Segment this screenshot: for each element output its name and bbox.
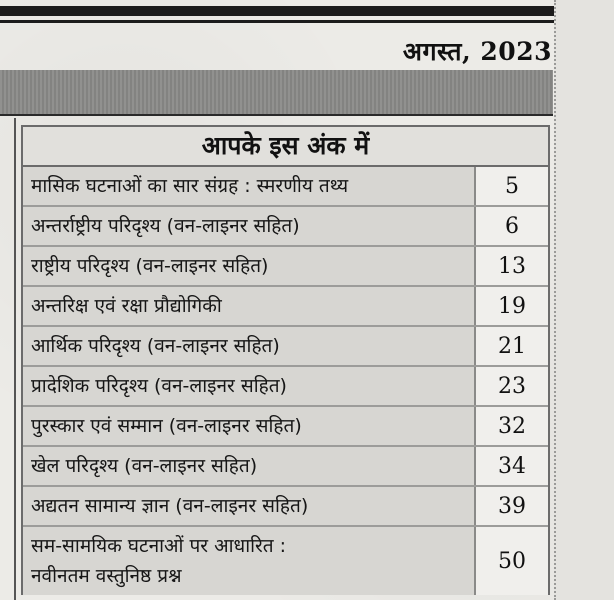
toc-entry-title: सम-सामयिक घटनाओं पर आधारित : नवीनतम वस्तुनिष्ठ प्रश्न	[23, 527, 474, 595]
toc-entry-title: राष्ट्रीय परिदृश्य (वन-लाइनर सहित)	[23, 247, 474, 285]
toc-entry-title: अन्तर्राष्ट्रीय परिदृश्य (वन-लाइनर सहित)	[23, 207, 474, 245]
toc-row[interactable]	[23, 327, 548, 367]
issue-date: अगस्त, 2023	[402, 37, 552, 66]
toc-entry-page: 19	[474, 287, 548, 325]
toc-entry-page: 13	[474, 247, 548, 285]
toc-entry-page: 39	[474, 487, 548, 525]
toc-entry-title: खेल परिदृश्य (वन-लाइनर सहित)	[23, 447, 474, 485]
toc-entry-page: 34	[474, 447, 548, 485]
toc-entry-page: 50	[474, 527, 548, 595]
right-page-edge	[554, 0, 614, 600]
toc-row[interactable]	[23, 527, 548, 595]
toc-heading: आपके इस अंक में	[23, 127, 548, 167]
left-column-edge	[0, 118, 16, 600]
toc-row[interactable]	[23, 247, 548, 287]
toc-entry-title: अन्तरिक्ष एवं रक्षा प्रौद्योगिकी	[23, 287, 474, 325]
header-rule-thin	[0, 20, 556, 23]
header-rule-thick	[0, 6, 556, 16]
band-rule	[0, 114, 553, 116]
toc-entry-page: 32	[474, 407, 548, 445]
toc-row[interactable]	[23, 407, 548, 447]
toc-entry-title: पुरस्कार एवं सम्मान (वन-लाइनर सहित)	[23, 407, 474, 445]
toc-entry-title: मासिक घटनाओं का सार संग्रह : स्मरणीय तथ्य	[23, 167, 474, 205]
toc-row[interactable]	[23, 287, 548, 327]
toc-entry-page: 6	[474, 207, 548, 245]
toc-row[interactable]	[23, 487, 548, 527]
toc-row[interactable]	[23, 167, 548, 207]
toc-entry-title: आर्थिक परिदृश्य (वन-लाइनर सहित)	[23, 327, 474, 365]
toc-entry-title: प्रादेशिक परिदृश्य (वन-लाइनर सहित)	[23, 367, 474, 405]
table-of-contents	[21, 125, 550, 595]
toc-entry-title: अद्यतन सामान्य ज्ञान (वन-लाइनर सहित)	[23, 487, 474, 525]
toc-row[interactable]	[23, 447, 548, 487]
toc-row[interactable]	[23, 207, 548, 247]
header-band	[0, 70, 553, 114]
toc-row[interactable]	[23, 367, 548, 407]
toc-rows	[23, 167, 548, 595]
toc-entry-page: 23	[474, 367, 548, 405]
toc-entry-page: 21	[474, 327, 548, 365]
toc-entry-page: 5	[474, 167, 548, 205]
